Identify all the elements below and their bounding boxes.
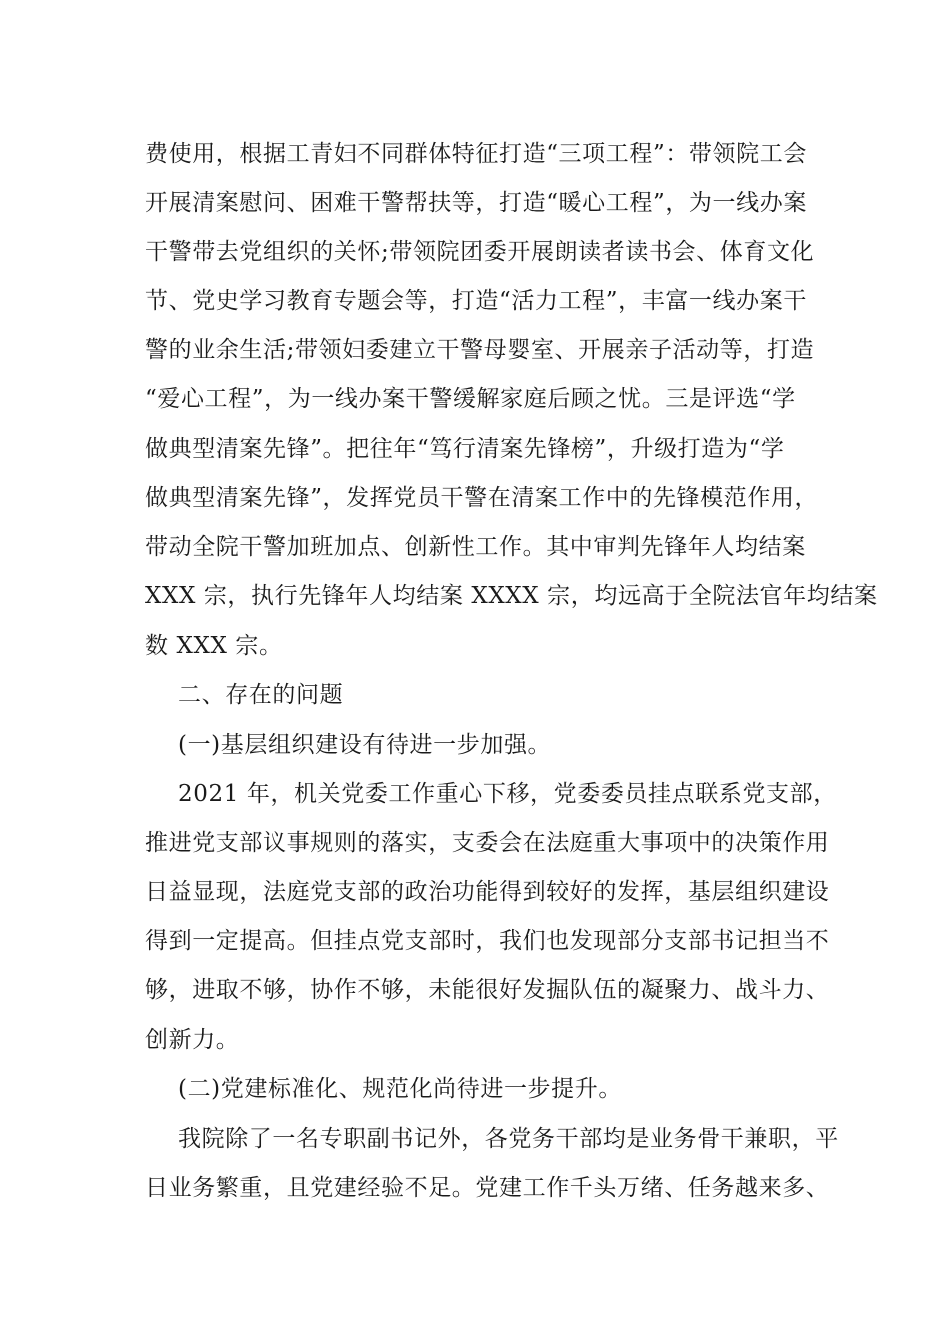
paragraph-line: 2021 年，机关党委工作重心下移，党委委员挂点联系党支部，: [178, 781, 837, 807]
paragraph-line: 得到一定提高。但挂点党支部时，我们也发现部分支部书记担当不: [145, 928, 830, 954]
paragraph-line: 推进党支部议事规则的落实，支委会在法庭重大事项中的决策作用: [145, 830, 830, 856]
subsection-heading: (二)党建标准化、规范化尚待进一步提升。: [178, 1076, 622, 1102]
paragraph-line: 做典型清案先锋”。把往年“笃行清案先锋榜”，升级打造为“学: [145, 436, 785, 462]
paragraph-line: 做典型清案先锋”，发挥党员干警在清案工作中的先锋模范作用，: [145, 485, 819, 511]
paragraph-line: 节、党史学习教育专题会等，打造“活力工程”，丰富一线办案干: [145, 288, 807, 314]
paragraph-line: 带动全院干警加班加点、创新性工作。其中审判先锋年人均结案: [145, 534, 806, 560]
paragraph-line: 警的业余生活;带领妇委建立干警母婴室、开展亲子活动等，打造: [145, 337, 815, 363]
paragraph-line: 开展清案慰问、困难干警帮扶等，打造“暖心工程”，为一线办案: [145, 190, 807, 216]
paragraph-line: XXX 宗，执行先锋年人均结案 XXXX 宗，均远高于全院法官年均结案: [145, 583, 878, 609]
section-heading: 二、存在的问题: [178, 682, 344, 708]
paragraph-line: 够，进取不够，协作不够，未能很好发掘队伍的凝聚力、战斗力、: [145, 977, 830, 1003]
paragraph-line: 干警带去党组织的关怀;带领院团委开展朗读者读书会、体育文化: [145, 239, 815, 265]
paragraph-line: 数 XXX 宗。: [145, 633, 283, 659]
paragraph-line: 我院除了一名专职副书记外，各党务干部均是业务骨干兼职，平: [178, 1126, 839, 1152]
paragraph-line: “爱心工程”，为一线办案干警缓解家庭后顾之忧。三是评选“学: [145, 386, 796, 412]
paragraph-line: 日业务繁重，且党建经验不足。党建工作千头万绪、任务越来多、: [145, 1175, 830, 1201]
paragraph-line: 日益显现，法庭党支部的政治功能得到较好的发挥，基层组织建设: [145, 879, 830, 905]
paragraph-line: 创新力。: [145, 1027, 240, 1053]
subsection-heading: (一)基层组织建设有待进一步加强。: [178, 732, 552, 758]
paragraph-line: 费使用，根据工青妇不同群体特征打造“三项工程”：带领院工会: [145, 141, 807, 167]
